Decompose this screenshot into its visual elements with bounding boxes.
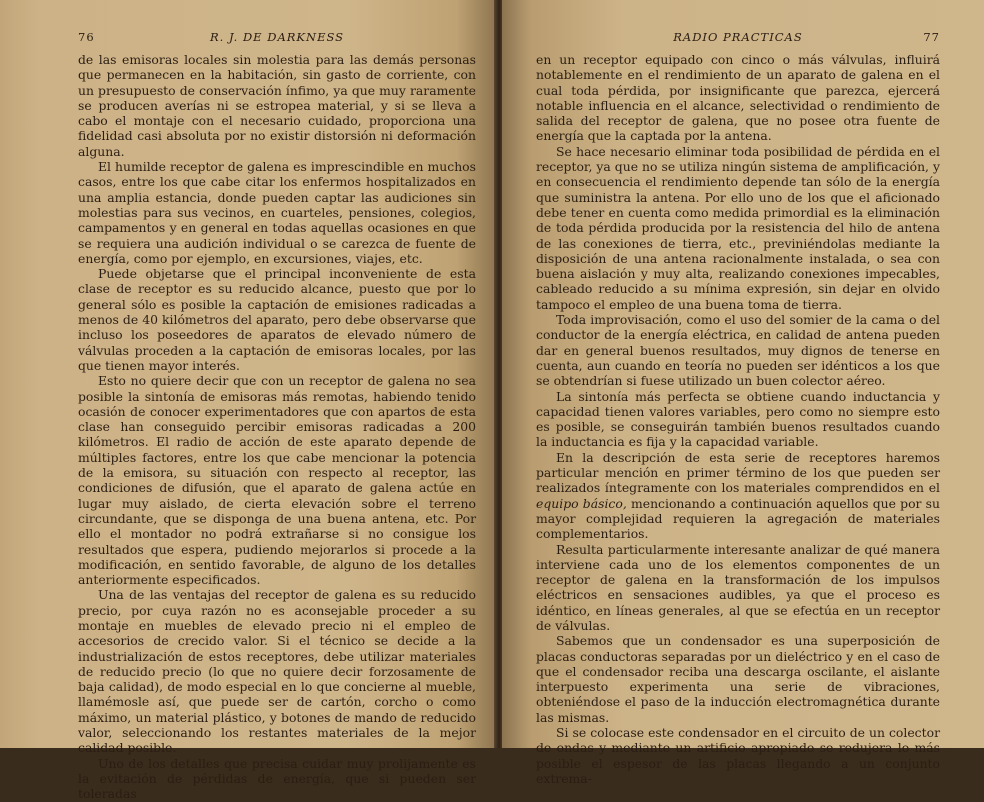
right-header	[536, 30, 940, 50]
paragraph: La sintonía más perfecta se obtiene cuando inductancia y capacidad tienen valores variables, pero como no siempre esto es posible, se conseguirán también buenos resultados cuando la inductancia es fija y la capacidad variable.	[536, 388, 940, 450]
paragraph: Toda improvisación, como el uso del somier de la cama o del conductor de la energía eléctrica, en calidad de antena pueden dar en general buenos resultados, muy dignos de tenerse en cuenta, aun cuando en teoría no pueden ser idénticos a los que se obtendrían si fuese utilizado un buen colector aéreo.	[536, 312, 940, 389]
paragraph	[536, 450, 940, 542]
text-run: En la descripción de esta serie de receptores haremos particular mención en primer término de los que pueden ser realizados íntegramente con los materiales comprendidos en el	[536, 449, 940, 496]
left-body-text	[78, 52, 476, 802]
paragraph: Sabemos que un condensador es una superposición de placas conductoras separadas por un dieléctrico y en el caso de que el condensador reciba una descarga oscilante, el aislante interpuesto experimenta una serie de vibraciones, obteniéndose el paso de la inducción electromagnética durante las mismas.	[536, 633, 940, 725]
paragraph: en un receptor equipado con cinco o más válvulas, influirá notablemente en el rendimiento de un aparato de galena en el cual toda pérdida, por insignificante que parezca, ejercerá notable influencia en el alcance, selectividad o rendimiento de salida del receptor de galena, que no posee otra fuente de energía que la captada por la antena.	[536, 52, 940, 144]
right-page	[502, 0, 984, 786]
page-number: 77	[923, 30, 940, 44]
paragraph: Si se colocase este condensador en el circuito de un colector de ondas y mediante un artificio apropiado se redujera lo más posible el espesor de las placas llegando a un conjunto extrema-	[536, 725, 940, 786]
text-run: mencionando a continuación aquellos que por su mayor complejidad requieren la agregación de materiales complementarios.	[536, 495, 940, 542]
paragraph: Se hace necesario eliminar toda posibilidad de pérdida en el receptor, ya que no se utiliza ningún sistema de amplificación, y en consecuencia el rendimiento depende tan sólo de la energía que suministra la antena. Por ello uno de los que el aficionado debe tener en cuenta como medida primordial es la eliminación de toda pérdida producida por la resistencia del hilo de antena de las conexiones de tierra, etc., previniéndolas mediante la disposición de una antena racionalmente instalada, o sea con buena aislación y muy alta, realizando conexiones impecables, cableado reducido a su mínima expresión, sin dejar en olvido tampoco el empleo de una buena toma de tierra.	[536, 143, 940, 312]
paragraph: Esto no quiere decir que con un receptor de galena no sea posible la sintonía de emisoras más remotas, habiendo tenido ocasión de conocer experimentadores que con apartos de esta clase han conseguido percibir emisoras radicadas a 200 kilómetros. El radio de acción de este aparato depende de múltiples factores, entre los que cabe mencionar la potencia de la emisora, su situación con respecto al receptor, las condiciones de difusión, que el aparato de galena actúe en lugar muy aislado, de cierta elevación sobre el terreno circundante, que se disponga de una buena antena, etc. Por ello el montador no podrá extrañarse si no consigue los resultados que espera, pudiendo mejorarlos si procede a la modificación, en sentido favorable, de alguno de los detalles anteriormente especificados.	[78, 373, 476, 588]
paragraph: Puede objetarse que el principal inconveniente de esta clase de receptor es su reducido alcance, puesto que por lo general sólo es posible la captación de emisiones radicadas a menos de 40 kilómetros del aparato, pero debe observarse que incluso los poseedores de aparatos de elevado número de válvulas proceden a la captación de emisoras locales, por las que tienen mayor interés.	[78, 266, 476, 373]
running-head: R. J. DE DARKNESS	[209, 30, 345, 44]
page-number: 76	[78, 30, 95, 44]
paragraph: El humilde receptor de galena es imprescindible en muchos casos, entre los que cabe citar los enfermos hospitalizados en una amplia estancia, donde pueden captar las audiciones sin molestias para sus vecinos, en cuarteles, pensiones, colegios, campamentos y en general en todas aquellas ocasiones en que se requiera una audición individual o se carezca de fuente de energía, como por ejemplo, en excursiones, viajes, etc.	[78, 159, 476, 266]
left-header	[78, 30, 476, 50]
paragraph: Resulta particularmente interesante analizar de qué manera interviene cada uno de los elementos componentes de un receptor de galena en la transformación de los impulsos eléctricos en sensaciones audibles, ya que el proceso es idéntico, en líneas generales, al que se efectúa en un receptor de válvulas.	[536, 541, 940, 633]
paragraph: Uno de los detalles que precisa cuidar muy prolijamente es la evitación de pérdidas de energía, que si pueden ser toleradas	[78, 755, 476, 802]
paragraph: Una de las ventajas del receptor de galena es su reducido precio, por cuya razón no es aconsejable proceder a su montaje en muebles de elevado precio ni el empleo de accesorios de crecido valor. Si el técnico se decide a la industrialización de estos receptores, debe utilizar materiales de reducido precio (lo que no quiere decir forzosamente de baja calidad), de modo especial en lo que concierne al mueble, llamémosle así, que puede ser de cartón, corcho o como máximo, un material plástico, y botones de mando de reducido valor, seleccionando los restantes materiales de la mejor calidad posible.	[78, 587, 476, 756]
paragraph: de las emisoras locales sin molestia para las demás personas que permanecen en la habitación, sin gasto de corriente, con un presupuesto de conservación ínfimo, ya que muy raramente se producen averías ni se estropea material, y si se lleva a cabo el montaje con el necesario cuidado, proporciona una fidelidad casi absoluta por no existir distorsión ni deformación alguna.	[78, 52, 476, 159]
italic-term: equipo básico,	[536, 495, 627, 511]
running-head: RADIO PRACTICAS	[673, 30, 803, 44]
right-body-text	[536, 52, 940, 786]
